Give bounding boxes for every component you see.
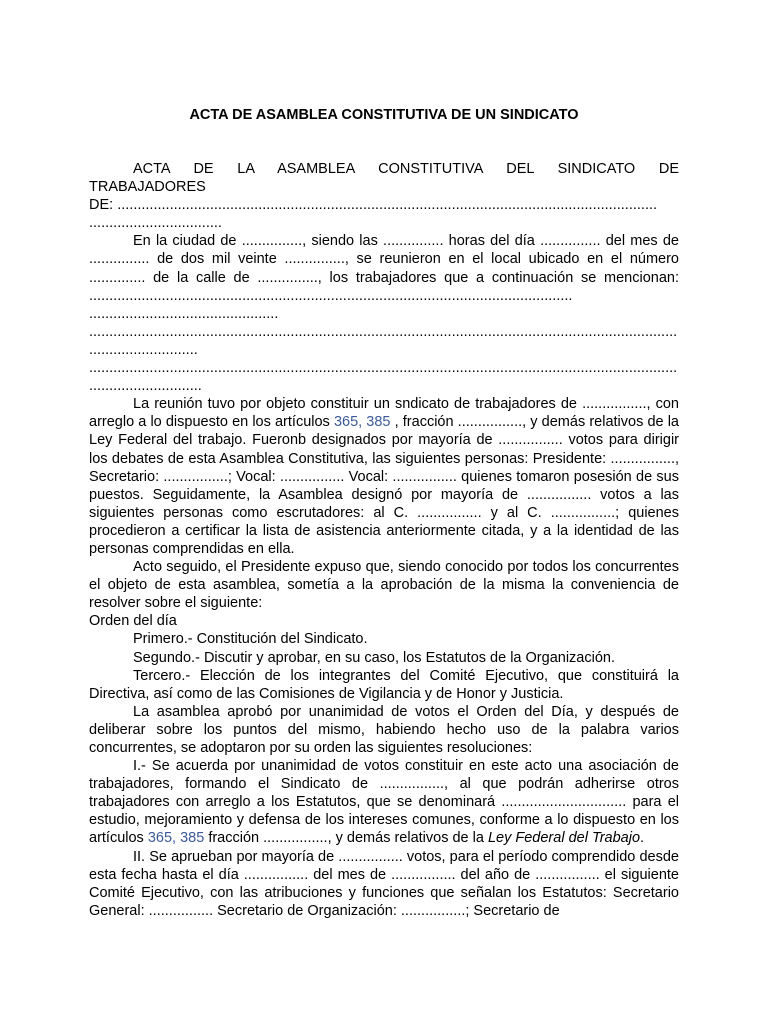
paragraph-ciudad: [89, 232, 679, 304]
dotted-line: ..................................................................................................................................................: [89, 323, 678, 340]
intro-line-1: ACTA DE LA ASAMBLEA CONSTITUTIVA DEL SINDICATO DE: [133, 161, 679, 177]
paragraph-reunion-text-a: La reunión tuvo por objeto constituir un sndicato de trabajadores de ................, con arreglo a lo dispuesto en los artículos: [89, 396, 679, 431]
dotted-line: ...........................: [89, 341, 198, 358]
dotted-line: ...............................................: [89, 305, 279, 322]
orden-item-3: Tercero.- Elección de los integrantes del Comité Ejecutivo, que constituirá la Directiva, así como de las Comisiones de Vigilancia y de Honor y Justicia.: [89, 667, 679, 702]
resolution-1-text-a: I.- Se acuerda por unanimidad de votos constituir en este acto una asociación de trabajadores, formando el Sindicato de ................, al que podrán adherirse otros trabajadores con arreglo a los Estatutos, que se denominará ............................... para el estudio, mejoramiento y defensa de los intereses comunes, conforme a lo dispuesto en los artículos: [89, 758, 679, 847]
resolution-1: [89, 757, 679, 847]
paragraph-ciudad-text: En la ciudad de ..............., siendo las ............... horas del día ............... del mes de ............... de dos mil veinte ..............., se reunieron en el local ubicado en el número .............. de la calle de ..............., los trabajadores que a continuación se mencionan:: [89, 233, 679, 286]
article-reference: 365, 385: [333, 414, 391, 431]
dotted-line: ............................: [89, 378, 202, 395]
intro-line-2: TRABAJADORES: [89, 179, 206, 196]
orden-item-2: Segundo.- Discutir y aprobar, en su caso, los Estatutos de la Organización.: [133, 649, 615, 666]
paragraph-aprobo: La asamblea aprobó por unanimidad de votos el Orden del Día, y después de deliberar sobre los puntos del mismo, habiendo hecho uso de la palabra varios concurrentes, se adoptaron por su orden las siguientes resoluciones:: [89, 703, 679, 756]
dotted-line: ..................................................................................................................................................: [89, 360, 678, 377]
paragraph-acto: Acto seguido, el Presidente expuso que, siendo conocido por todos los concurrentes el objeto de esta asamblea, sometía a la aprobación de la misma la conveniencia de resolver sobre el siguiente:: [89, 559, 679, 612]
paragraph-reunion-text-b: , fracción ................, y demás relativos de la Ley Federal del trabajo. Fueronb designados por mayoría de ................ votos para dirigir los debates de esta Asamblea Constitutiva, las siguientes personas: Presidente: ................, Secretario: ................; Vocal: ................ Vocal: ................ quienes tomaron posesión de sus puestos. Seguidamente, la Asamblea designó por mayoría de ................ votos a las siguientes personas como escrutadores: al C. ................ y al C. ................; quienes procedieron a certificar la lista de asistencia anteriormente citada, y a la identidad de las personas comprendidas en ella.: [89, 414, 679, 557]
orden-label: Orden del día: [89, 613, 177, 630]
document-body: [89, 160, 679, 920]
orden-item-1: Primero.- Constitución del Sindicato.: [133, 631, 368, 648]
resolution-1-text-b: fracción ................, y demás relativos de la: [204, 830, 484, 847]
intro-line-4: .................................: [89, 215, 222, 232]
resolution-1-end: .: [640, 830, 645, 847]
intro-line-3: DE: ......................................................................................................................................: [89, 197, 658, 214]
resolution-2: II. Se aprueban por mayoría de ................ votos, para el período comprendido desde esta fecha hasta el día ................ del mes de ................ del año de ................ el siguiente Comité Ejecutivo, con las atribuciones y funciones que señalan los Estatutos: Secretario General: ................ Secretario de Organización: ................; Secretario de: [89, 848, 679, 919]
document-title: ACTA DE ASAMBLEA CONSTITUTIVA DE UN SINDICATO: [189, 107, 579, 123]
law-name: Ley Federal del Trabajo: [487, 830, 641, 847]
paragraph-reunion: [89, 395, 679, 558]
article-reference: 365, 385: [147, 830, 205, 847]
paragraph-ciudad-dots: ........................................................................................................................: [89, 287, 573, 304]
